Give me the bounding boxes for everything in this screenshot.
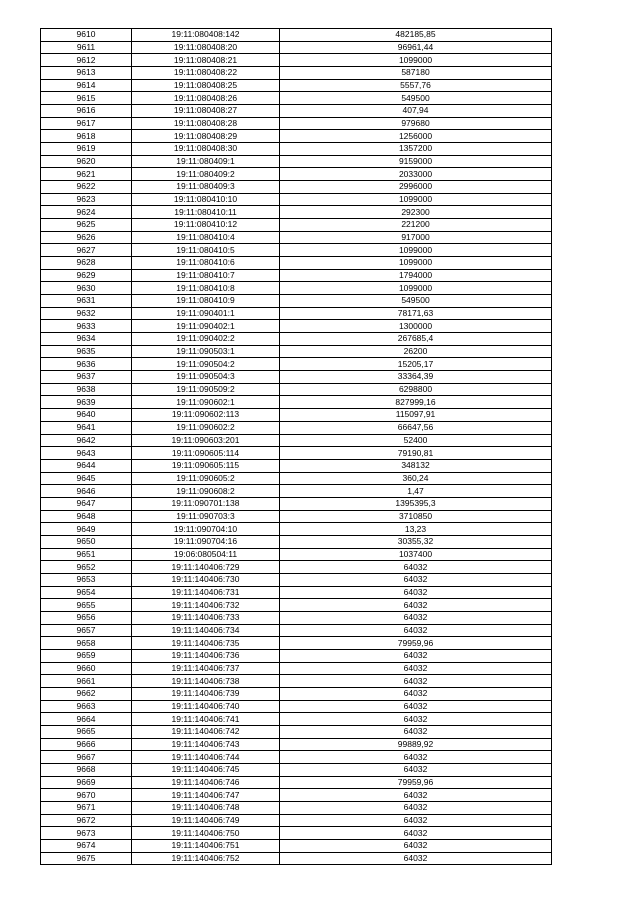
table-row [41, 586, 552, 599]
cadastral-number-cell: 19:11:140406:733 [132, 611, 280, 624]
row-number-cell: 9633 [41, 320, 132, 333]
value-cell: 64032 [280, 687, 552, 700]
value-cell: 64032 [280, 814, 552, 827]
row-number-cell: 9621 [41, 168, 132, 181]
cadastral-number-cell: 19:11:080410:9 [132, 295, 280, 308]
row-number-cell: 9667 [41, 751, 132, 764]
row-number-cell: 9661 [41, 675, 132, 688]
value-cell: 64032 [280, 675, 552, 688]
value-cell: 64032 [280, 789, 552, 802]
row-number-cell: 9624 [41, 206, 132, 219]
value-cell: 1300000 [280, 320, 552, 333]
table-row [41, 814, 552, 827]
value-cell: 79959,96 [280, 776, 552, 789]
cadastral-number-cell: 19:11:140406:750 [132, 827, 280, 840]
table-row [41, 219, 552, 232]
table-row [41, 257, 552, 270]
table-row [41, 840, 552, 853]
table-row [41, 573, 552, 586]
value-cell: 1256000 [280, 130, 552, 143]
row-number-cell: 9637 [41, 371, 132, 384]
row-number-cell: 9636 [41, 358, 132, 371]
value-cell: 15205,17 [280, 358, 552, 371]
cadastral-value-table [40, 28, 552, 865]
row-number-cell: 9638 [41, 383, 132, 396]
cadastral-number-cell: 19:11:090605:115 [132, 459, 280, 472]
table-row [41, 67, 552, 80]
table-row [41, 611, 552, 624]
table-row [41, 675, 552, 688]
row-number-cell: 9674 [41, 840, 132, 853]
table-row [41, 624, 552, 637]
row-number-cell: 9610 [41, 29, 132, 42]
value-cell: 1099000 [280, 244, 552, 257]
cadastral-number-cell: 19:11:090602:113 [132, 409, 280, 422]
row-number-cell: 9627 [41, 244, 132, 257]
value-cell: 64032 [280, 700, 552, 713]
value-cell: 64032 [280, 561, 552, 574]
row-number-cell: 9620 [41, 155, 132, 168]
value-cell: 115097,91 [280, 409, 552, 422]
value-cell: 348132 [280, 459, 552, 472]
table-row [41, 320, 552, 333]
cadastral-number-cell: 19:11:140406:752 [132, 852, 280, 865]
row-number-cell: 9672 [41, 814, 132, 827]
value-cell: 64032 [280, 840, 552, 853]
cadastral-number-cell: 19:11:090402:1 [132, 320, 280, 333]
cadastral-number-cell: 19:11:140406:737 [132, 662, 280, 675]
row-number-cell: 9640 [41, 409, 132, 422]
row-number-cell: 9613 [41, 67, 132, 80]
table-row [41, 54, 552, 67]
table-row [41, 244, 552, 257]
table-row [41, 485, 552, 498]
table-row [41, 738, 552, 751]
table-row [41, 79, 552, 92]
table-row [41, 358, 552, 371]
value-cell: 79190,81 [280, 447, 552, 460]
row-number-cell: 9611 [41, 41, 132, 54]
cadastral-number-cell: 19:11:090509:2 [132, 383, 280, 396]
table-row [41, 117, 552, 130]
cadastral-number-cell: 19:11:140406:747 [132, 789, 280, 802]
table-row [41, 421, 552, 434]
row-number-cell: 9643 [41, 447, 132, 460]
table-row [41, 193, 552, 206]
table-row [41, 29, 552, 42]
value-cell: 64032 [280, 649, 552, 662]
table-row [41, 700, 552, 713]
value-cell: 1395395,3 [280, 497, 552, 510]
cadastral-number-cell: 19:11:080408:27 [132, 105, 280, 118]
row-number-cell: 9669 [41, 776, 132, 789]
table-row [41, 637, 552, 650]
table-row [41, 383, 552, 396]
value-cell: 1099000 [280, 54, 552, 67]
cadastral-number-cell: 19:06:080504:11 [132, 548, 280, 561]
cadastral-number-cell: 19:11:140406:730 [132, 573, 280, 586]
row-number-cell: 9634 [41, 333, 132, 346]
value-cell: 292300 [280, 206, 552, 219]
cadastral-number-cell: 19:11:140406:735 [132, 637, 280, 650]
cadastral-number-cell: 19:11:140406:742 [132, 725, 280, 738]
row-number-cell: 9645 [41, 472, 132, 485]
cadastral-number-cell: 19:11:090608:2 [132, 485, 280, 498]
row-number-cell: 9660 [41, 662, 132, 675]
table-row [41, 371, 552, 384]
row-number-cell: 9657 [41, 624, 132, 637]
value-cell: 2033000 [280, 168, 552, 181]
cadastral-number-cell: 19:11:090504:3 [132, 371, 280, 384]
value-cell: 64032 [280, 599, 552, 612]
cadastral-number-cell: 19:11:080409:1 [132, 155, 280, 168]
value-cell: 267685,4 [280, 333, 552, 346]
cadastral-number-cell: 19:11:090402:2 [132, 333, 280, 346]
cadastral-number-cell: 19:11:140406:731 [132, 586, 280, 599]
value-cell: 827999,16 [280, 396, 552, 409]
table-row [41, 345, 552, 358]
table-row [41, 649, 552, 662]
cadastral-number-cell: 19:11:080408:20 [132, 41, 280, 54]
table-row [41, 143, 552, 156]
row-number-cell: 9668 [41, 763, 132, 776]
row-number-cell: 9647 [41, 497, 132, 510]
table-row [41, 434, 552, 447]
cadastral-number-cell: 19:11:140406:736 [132, 649, 280, 662]
table-row [41, 763, 552, 776]
value-cell: 64032 [280, 573, 552, 586]
value-cell: 64032 [280, 713, 552, 726]
table-row [41, 447, 552, 460]
value-cell: 9159000 [280, 155, 552, 168]
cadastral-number-cell: 19:11:140406:746 [132, 776, 280, 789]
table-row [41, 168, 552, 181]
row-number-cell: 9642 [41, 434, 132, 447]
row-number-cell: 9617 [41, 117, 132, 130]
row-number-cell: 9614 [41, 79, 132, 92]
row-number-cell: 9666 [41, 738, 132, 751]
cadastral-number-cell: 19:11:080410:12 [132, 219, 280, 232]
value-cell: 221200 [280, 219, 552, 232]
cadastral-number-cell: 19:11:080409:2 [132, 168, 280, 181]
table-row [41, 510, 552, 523]
row-number-cell: 9664 [41, 713, 132, 726]
value-cell: 1357200 [280, 143, 552, 156]
value-cell: 96961,44 [280, 41, 552, 54]
table-row [41, 776, 552, 789]
row-number-cell: 9612 [41, 54, 132, 67]
value-cell: 1,47 [280, 485, 552, 498]
row-number-cell: 9658 [41, 637, 132, 650]
row-number-cell: 9619 [41, 143, 132, 156]
value-cell: 13,23 [280, 523, 552, 536]
table-row [41, 41, 552, 54]
table-row [41, 105, 552, 118]
table-row [41, 409, 552, 422]
row-number-cell: 9662 [41, 687, 132, 700]
cadastral-number-cell: 19:11:140406:729 [132, 561, 280, 574]
table-row [41, 295, 552, 308]
cadastral-number-cell: 19:11:080408:30 [132, 143, 280, 156]
cadastral-number-cell: 19:11:080409:3 [132, 181, 280, 194]
cadastral-number-cell: 19:11:090504:2 [132, 358, 280, 371]
value-cell: 482185,85 [280, 29, 552, 42]
cadastral-number-cell: 19:11:090602:2 [132, 421, 280, 434]
cadastral-number-cell: 19:11:080410:6 [132, 257, 280, 270]
table-row [41, 497, 552, 510]
row-number-cell: 9622 [41, 181, 132, 194]
row-number-cell: 9615 [41, 92, 132, 105]
row-number-cell: 9628 [41, 257, 132, 270]
value-cell: 64032 [280, 586, 552, 599]
row-number-cell: 9650 [41, 535, 132, 548]
cadastral-number-cell: 19:11:080408:26 [132, 92, 280, 105]
cadastral-number-cell: 19:11:140406:741 [132, 713, 280, 726]
row-number-cell: 9623 [41, 193, 132, 206]
value-cell: 64032 [280, 827, 552, 840]
row-number-cell: 9670 [41, 789, 132, 802]
value-cell: 66647,56 [280, 421, 552, 434]
table-row [41, 599, 552, 612]
row-number-cell: 9639 [41, 396, 132, 409]
cadastral-number-cell: 19:11:140406:745 [132, 763, 280, 776]
cadastral-number-cell: 19:11:090704:16 [132, 535, 280, 548]
row-number-cell: 9663 [41, 700, 132, 713]
value-cell: 2996000 [280, 181, 552, 194]
table-row [41, 181, 552, 194]
value-cell: 64032 [280, 852, 552, 865]
cadastral-number-cell: 19:11:080410:8 [132, 282, 280, 295]
table-row [41, 801, 552, 814]
table-row [41, 155, 552, 168]
table-row [41, 206, 552, 219]
cadastral-number-cell: 19:11:090703:3 [132, 510, 280, 523]
cadastral-number-cell: 19:11:090704:10 [132, 523, 280, 536]
value-cell: 1099000 [280, 282, 552, 295]
row-number-cell: 9651 [41, 548, 132, 561]
cadastral-number-cell: 19:11:140406:732 [132, 599, 280, 612]
table-row [41, 662, 552, 675]
row-number-cell: 9654 [41, 586, 132, 599]
table-row [41, 92, 552, 105]
row-number-cell: 9673 [41, 827, 132, 840]
row-number-cell: 9656 [41, 611, 132, 624]
table-row [41, 827, 552, 840]
row-number-cell: 9644 [41, 459, 132, 472]
row-number-cell: 9671 [41, 801, 132, 814]
table-row [41, 231, 552, 244]
cadastral-number-cell: 19:11:140406:748 [132, 801, 280, 814]
value-cell: 99889,92 [280, 738, 552, 751]
row-number-cell: 9629 [41, 269, 132, 282]
table-row [41, 459, 552, 472]
value-cell: 360,24 [280, 472, 552, 485]
table-row [41, 269, 552, 282]
cadastral-number-cell: 19:11:080410:11 [132, 206, 280, 219]
table-row [41, 307, 552, 320]
table-row [41, 713, 552, 726]
table-row [41, 523, 552, 536]
table-row [41, 130, 552, 143]
row-number-cell: 9631 [41, 295, 132, 308]
row-number-cell: 9648 [41, 510, 132, 523]
value-cell: 78171,63 [280, 307, 552, 320]
value-cell: 30355,32 [280, 535, 552, 548]
row-number-cell: 9641 [41, 421, 132, 434]
table-row [41, 687, 552, 700]
value-cell: 79959,96 [280, 637, 552, 650]
row-number-cell: 9652 [41, 561, 132, 574]
row-number-cell: 9635 [41, 345, 132, 358]
row-number-cell: 9618 [41, 130, 132, 143]
value-cell: 6298800 [280, 383, 552, 396]
value-cell: 1099000 [280, 257, 552, 270]
value-cell: 917000 [280, 231, 552, 244]
table-row [41, 472, 552, 485]
value-cell: 549500 [280, 92, 552, 105]
value-cell: 33364,39 [280, 371, 552, 384]
value-cell: 26200 [280, 345, 552, 358]
cadastral-number-cell: 19:11:090503:1 [132, 345, 280, 358]
table-row [41, 725, 552, 738]
cadastral-number-cell: 19:11:140406:740 [132, 700, 280, 713]
cadastral-number-cell: 19:11:080410:4 [132, 231, 280, 244]
row-number-cell: 9675 [41, 852, 132, 865]
cadastral-number-cell: 19:11:080408:142 [132, 29, 280, 42]
value-cell: 979680 [280, 117, 552, 130]
value-cell: 587180 [280, 67, 552, 80]
row-number-cell: 9632 [41, 307, 132, 320]
cadastral-number-cell: 19:11:090401:1 [132, 307, 280, 320]
row-number-cell: 9665 [41, 725, 132, 738]
value-cell: 52400 [280, 434, 552, 447]
row-number-cell: 9616 [41, 105, 132, 118]
cadastral-number-cell: 19:11:080410:10 [132, 193, 280, 206]
cadastral-number-cell: 19:11:080408:29 [132, 130, 280, 143]
value-cell: 64032 [280, 751, 552, 764]
row-number-cell: 9626 [41, 231, 132, 244]
table-row [41, 561, 552, 574]
table-row [41, 282, 552, 295]
table-row [41, 333, 552, 346]
cadastral-number-cell: 19:11:090602:1 [132, 396, 280, 409]
value-cell: 3710850 [280, 510, 552, 523]
cadastral-number-cell: 19:11:080410:7 [132, 269, 280, 282]
value-cell: 64032 [280, 611, 552, 624]
table-row [41, 396, 552, 409]
value-cell: 64032 [280, 624, 552, 637]
cadastral-number-cell: 19:11:080408:22 [132, 67, 280, 80]
value-cell: 1794000 [280, 269, 552, 282]
cadastral-number-cell: 19:11:140406:734 [132, 624, 280, 637]
cadastral-number-cell: 19:11:090603:201 [132, 434, 280, 447]
table-body [41, 29, 552, 865]
value-cell: 64032 [280, 801, 552, 814]
table-row [41, 535, 552, 548]
value-cell: 64032 [280, 763, 552, 776]
cadastral-number-cell: 19:11:090605:2 [132, 472, 280, 485]
table-row [41, 548, 552, 561]
value-cell: 5557,76 [280, 79, 552, 92]
row-number-cell: 9630 [41, 282, 132, 295]
value-cell: 549500 [280, 295, 552, 308]
value-cell: 1037400 [280, 548, 552, 561]
cadastral-number-cell: 19:11:090605:114 [132, 447, 280, 460]
table-row [41, 789, 552, 802]
cadastral-number-cell: 19:11:080408:28 [132, 117, 280, 130]
row-number-cell: 9659 [41, 649, 132, 662]
row-number-cell: 9649 [41, 523, 132, 536]
table-row [41, 751, 552, 764]
cadastral-number-cell: 19:11:140406:739 [132, 687, 280, 700]
value-cell: 64032 [280, 725, 552, 738]
row-number-cell: 9625 [41, 219, 132, 232]
value-cell: 407,94 [280, 105, 552, 118]
value-cell: 1099000 [280, 193, 552, 206]
cadastral-number-cell: 19:11:090701:138 [132, 497, 280, 510]
table-row [41, 852, 552, 865]
cadastral-number-cell: 19:11:080408:25 [132, 79, 280, 92]
cadastral-number-cell: 19:11:140406:751 [132, 840, 280, 853]
cadastral-number-cell: 19:11:140406:738 [132, 675, 280, 688]
cadastral-number-cell: 19:11:080410:5 [132, 244, 280, 257]
row-number-cell: 9655 [41, 599, 132, 612]
cadastral-number-cell: 19:11:140406:744 [132, 751, 280, 764]
value-cell: 64032 [280, 662, 552, 675]
cadastral-number-cell: 19:11:140406:749 [132, 814, 280, 827]
row-number-cell: 9646 [41, 485, 132, 498]
row-number-cell: 9653 [41, 573, 132, 586]
cadastral-number-cell: 19:11:140406:743 [132, 738, 280, 751]
cadastral-number-cell: 19:11:080408:21 [132, 54, 280, 67]
